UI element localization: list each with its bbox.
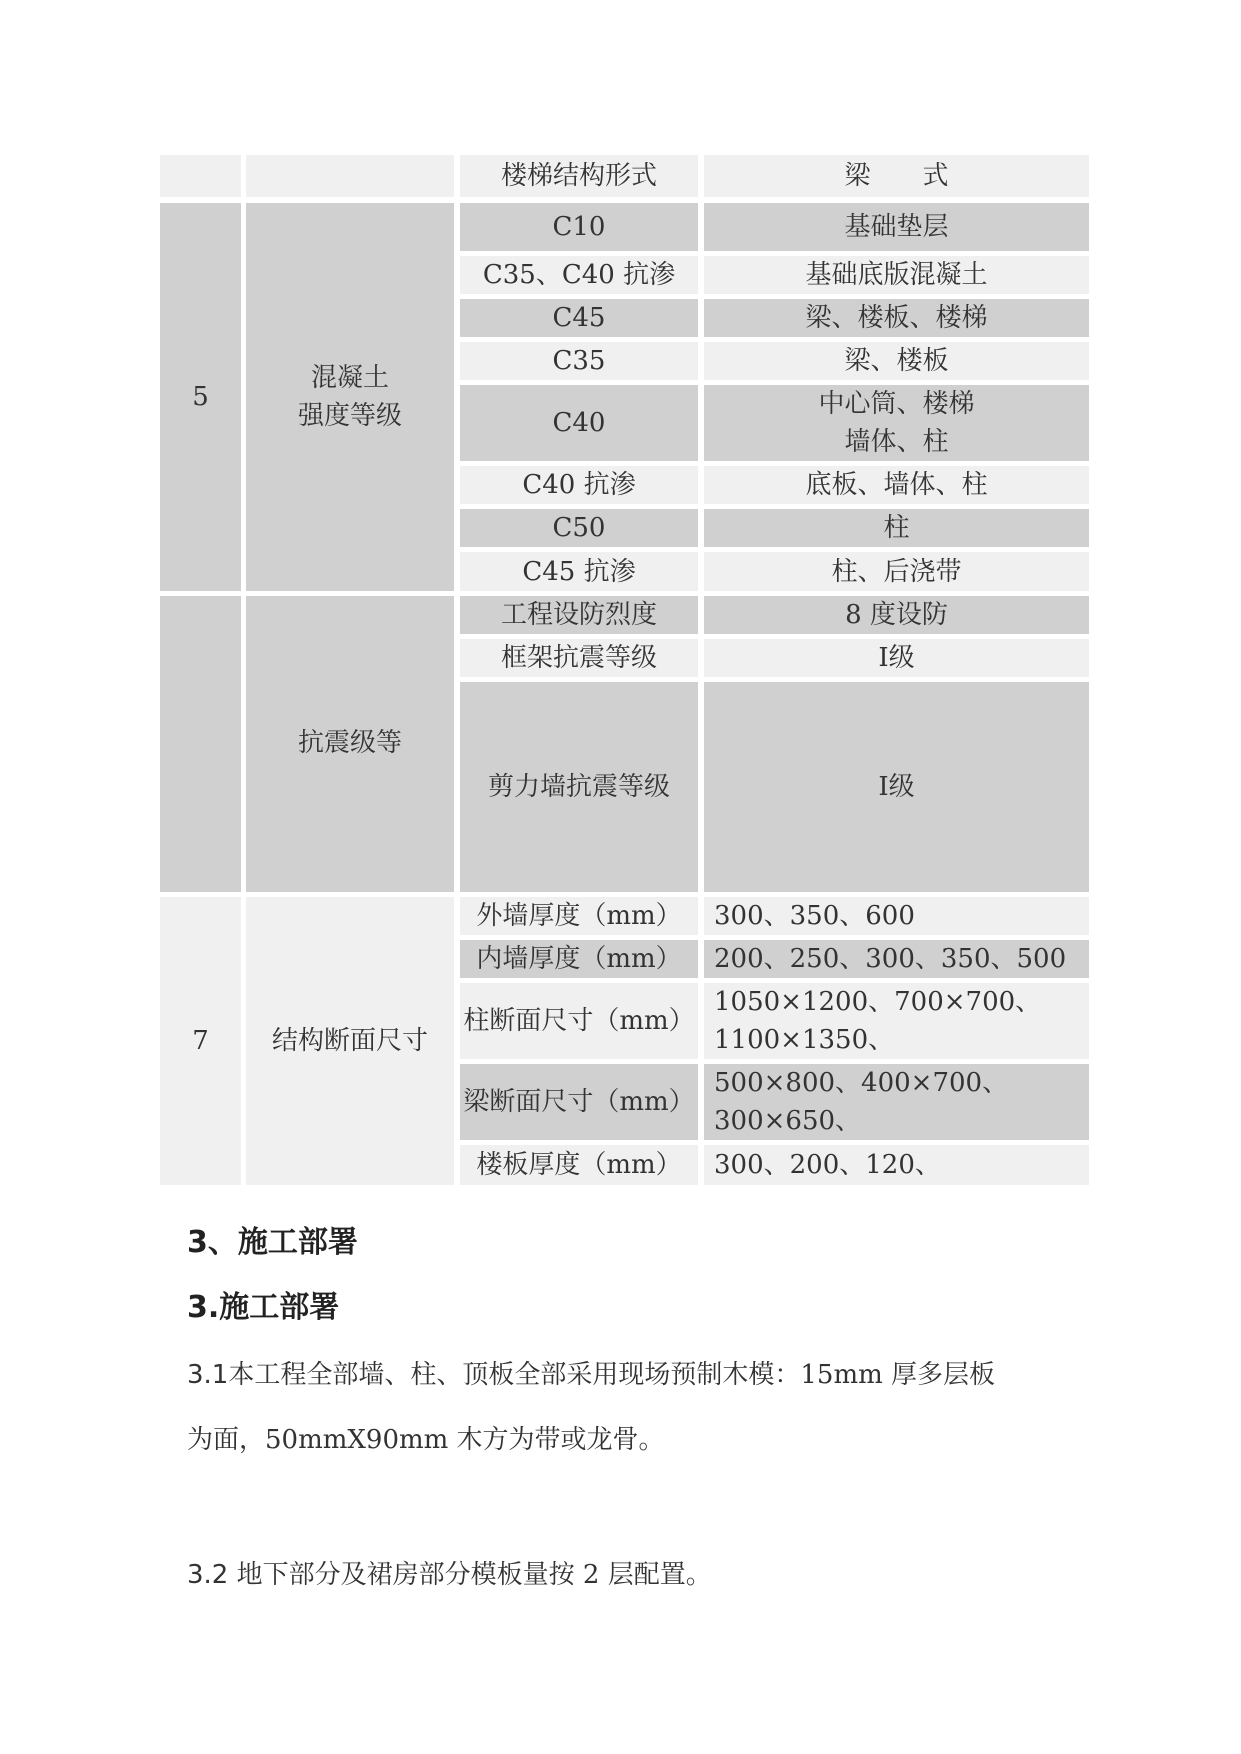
table-cell-seismic-value: 8 度设防 (704, 596, 1089, 634)
table-cell-row5-item (246, 203, 454, 591)
paragraph-3-1-cont: 为面，50mmX90mm 木方为带或龙骨。 (187, 1425, 665, 1455)
table-cell-use: 柱、后浇带 (704, 552, 1089, 591)
table-cell-size-value: 300、200、120、 (704, 1145, 1089, 1185)
table-cell-size-label: 楼板厚度（mm） (460, 1145, 698, 1185)
table-cell-stair-label: 楼梯结构形式 (460, 155, 698, 197)
table-cell-use: 梁、楼板、楼梯 (704, 299, 1089, 337)
table-cell-size-value: 300、350、600 (704, 897, 1089, 935)
size-value-line: 1050×1200、700×700、 (714, 987, 1042, 1017)
paragraph-number: 3.1 (187, 1360, 229, 1390)
table-cell-size-label: 内墙厚度（mm） (460, 940, 698, 978)
table-cell-row5-no: 5 (160, 203, 241, 591)
table-cell-size-value: 200、250、300、350、500 (704, 940, 1089, 978)
table-cell-grade: C40 (460, 385, 698, 461)
table-cell-use: 柱 (704, 509, 1089, 547)
use-line: 墙体、柱 (844, 427, 949, 457)
table-cell-use (704, 385, 1089, 461)
table-cell-grade: C10 (460, 203, 698, 251)
table-cell-grade: C40 抗渗 (460, 466, 698, 504)
paragraph-text: 地下部分及裙房部分模板量按 2 层配置。 (228, 1560, 712, 1590)
table-cell-grade: C45 抗渗 (460, 552, 698, 591)
table-cell-row7-no: 7 (160, 897, 241, 1185)
table-cell-use: 基础垫层 (704, 203, 1089, 251)
table-cell-grade: C35、C40 抗渗 (460, 256, 698, 294)
size-value-line: 500×800、400×700、 (714, 1068, 1009, 1098)
size-value-line: 1100×1350、 (714, 1025, 895, 1055)
table-cell-use: 底板、墙体、柱 (704, 466, 1089, 504)
table-cell-no-empty (160, 155, 241, 197)
paragraph-3-2 (187, 1555, 1067, 1595)
table-cell-grade: C35 (460, 342, 698, 380)
table-cell-item-empty (246, 155, 454, 197)
section-heading: 3、施工部署 (187, 1225, 358, 1260)
table-cell-seismic-label: 剪力墙抗震等级 (460, 682, 698, 892)
table-cell-size-label: 外墙厚度（mm） (460, 897, 698, 935)
table-cell-row7-item: 结构断面尺寸 (246, 897, 454, 1185)
table-cell-stair-value: 梁 式 (704, 155, 1089, 197)
table-cell-size-label: 柱断面尺寸（mm） (460, 983, 698, 1059)
table-cell-seismic-value: Ⅰ级 (704, 682, 1089, 892)
table-cell-grade: C45 (460, 299, 698, 337)
size-value-line: 300×650、 (714, 1106, 862, 1136)
table-cell-size-label: 梁断面尺寸（mm） (460, 1064, 698, 1140)
table-cell-seismic-label: 工程设防烈度 (460, 596, 698, 634)
table-cell-row6-no (160, 596, 241, 892)
paragraph-number: 3.2 (187, 1560, 229, 1590)
table-cell-use: 基础底版混凝土 (704, 256, 1089, 294)
table-cell-size-value (704, 983, 1089, 1059)
table-cell-seismic-value: Ⅰ级 (704, 639, 1089, 677)
table-cell-grade: C50 (460, 509, 698, 547)
section-subheading: 3.施工部署 (187, 1290, 340, 1325)
use-line: 中心筒、楼梯 (818, 389, 975, 419)
table-cell-size-value (704, 1064, 1089, 1140)
table-cell-row6-item: 抗震级等 (246, 596, 454, 892)
paragraph-text: 本工程全部墙、柱、顶板全部采用现场预制木模：15mm 厚多层板 (228, 1360, 996, 1390)
table-cell-use: 梁、楼板 (704, 342, 1089, 380)
table-cell-seismic-label: 框架抗震等级 (460, 639, 698, 677)
paragraph-3-1 (187, 1355, 1067, 1395)
row5-item-line2: 强度等级 (297, 401, 402, 431)
row5-item-line1: 混凝土 (310, 363, 389, 393)
